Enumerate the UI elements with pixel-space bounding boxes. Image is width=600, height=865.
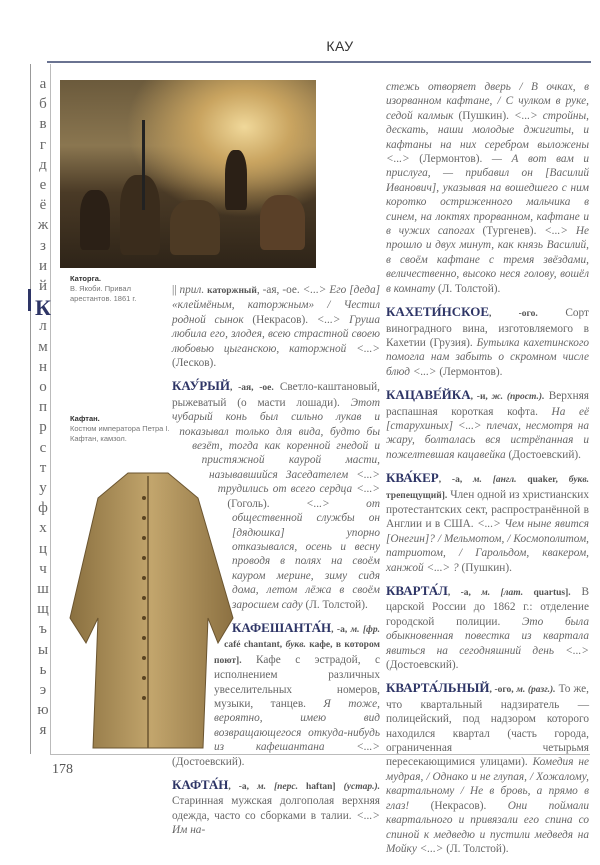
quotation: Бутылка кахетинского помогла нам забыть о скромном числе блюд <...> <box>386 336 590 378</box>
header-rule <box>47 61 591 63</box>
definition-text: Кафе с эстрадой, с исполнением различных увеселительных номеров, музыки, танцев. <box>214 653 380 710</box>
grammar-label: кафе, в котором поют]. <box>214 640 380 666</box>
alphabet-letter[interactable]: щ <box>37 601 49 618</box>
alphabet-rule <box>30 64 31 754</box>
quotation: На её [старухиных] <...> плечах, несмотря на жару, болталась вся истрёпанная и пожелтевшая кацавейка <box>386 405 589 461</box>
definition-text: То же, что квартальный надзиратель — полицейский, под надзором которого находился квартал (часть города, ограниченная четырьмя пересекающимися улицами). <box>386 683 589 769</box>
alphabet-letter[interactable]: г <box>39 136 47 153</box>
quotation: Я тоже, вероятно, имею вид возвращающегося откуда-нибудь из кафешантана <...> <box>214 697 380 754</box>
grammar-label: трепещущий]. <box>386 490 448 501</box>
grammar-label: haftan] <box>306 782 344 792</box>
headword: КАУ́РЫЙ <box>172 378 231 394</box>
quotation: Этот чубарый конь был сильно лукав и показывал только для вида, будто бы везёт, тогда как коренной гнедой и пристяжной каурой масти, называвшийся Заседателем <...> трудились от всего сердца <...> <box>172 396 380 496</box>
alphabet-letter[interactable]: м <box>38 338 48 355</box>
definition-text: Сорт виноградного вина, изготовляемого в Кахетии (Грузия). <box>386 307 589 349</box>
quotation: <...> Им на- <box>172 809 380 837</box>
alphabet-letter[interactable]: К <box>35 295 51 321</box>
grammar-label: м. [англ. <box>473 475 528 486</box>
grammar-label: , -ого. <box>489 309 538 320</box>
dictionary-entry <box>386 388 589 462</box>
alphabet-letter[interactable]: у <box>39 480 47 496</box>
grammar-label: м. [фр. <box>350 624 380 635</box>
grammar-label: ж. (прост.). <box>491 392 545 403</box>
definition-text: Член одной из христианских протестантских сект, распространённой в Англии и в США. <box>386 488 589 531</box>
quotation: Они поймали квартального и привязали его спина со спиной к медведю и пустили медведя на Мойку <...> <box>386 799 589 855</box>
definition-text: , -ая, -ое. <box>256 284 303 296</box>
alphabet-letter[interactable]: н <box>38 358 48 375</box>
middle-column <box>172 283 380 847</box>
definition-text: (Л. Толстой). <box>437 282 501 295</box>
running-head: КАУ <box>326 38 354 54</box>
grammar-label: (устар.). <box>343 782 380 792</box>
dictionary-entry <box>386 80 589 296</box>
dictionary-entry <box>386 584 589 672</box>
quotation: <...> стройны, дескать, наши молодые джигиты, и кафтаны на них серебром выложены <...> <box>386 109 589 166</box>
page-number: 178 <box>52 762 73 777</box>
quotation: прил. <box>179 284 208 296</box>
grammar-label: , -ая, -ое. <box>230 383 274 394</box>
grammar-label: quartus]. <box>533 588 571 598</box>
quotation: <...> Его [деда] «клеймёным, каторжным» / Честил родной сынок <box>172 284 380 326</box>
definition-text: (Пушкин). <box>461 561 512 574</box>
headword: КВА́КЕР <box>386 470 439 486</box>
alphabet-letter[interactable]: э <box>39 682 47 698</box>
alphabet-letter[interactable]: б <box>39 96 47 113</box>
grammar-label: м. [перс. <box>257 782 307 792</box>
definition-text: (Достоевский). <box>508 448 581 461</box>
definition-text: (Л. Толстой). <box>305 598 368 611</box>
alphabet-letter[interactable]: х <box>39 520 47 537</box>
definition-text: (Лермонтов). <box>439 365 503 378</box>
quotation: <...> Не прошло и двух минут, как князь Василий, в своём кафтане с тремя звёздами, величественно, высоко неся голову, вошёл в комнату <box>386 225 590 295</box>
alphabet-letter[interactable]: т <box>39 459 47 476</box>
quotation: <...> Груша любила его, злодея, всею страстной своею любовью цыганскою, каторжной <...> <box>172 313 380 355</box>
definition-text: (Достоевский). <box>386 659 459 672</box>
dictionary-entry <box>386 681 589 856</box>
dictionary-entry <box>172 778 380 838</box>
grammar-label: quaker, <box>527 475 569 486</box>
alphabet-letter[interactable]: ф <box>38 500 48 517</box>
alphabet-letter[interactable]: ш <box>37 581 49 597</box>
current-letter-marker <box>28 289 31 311</box>
alphabet-letter[interactable]: д <box>39 156 47 173</box>
alphabet-letter[interactable]: о <box>39 379 47 395</box>
alphabet-letter[interactable]: в <box>39 116 47 133</box>
headword: КВАРТА́ЛЬНЫЙ <box>386 680 490 696</box>
alphabet-letter[interactable]: з <box>40 237 46 254</box>
grammar-label: м. (разг.). <box>516 685 556 696</box>
definition-text: В царской России до 1862 г.: отделение городской полиции. <box>386 586 589 628</box>
grammar-label: , -а, <box>438 475 474 486</box>
headword: КВАРТА́Л <box>386 583 448 598</box>
alphabet-letter[interactable]: ю <box>37 702 49 719</box>
definition-text: (Лесков). <box>172 357 217 370</box>
definition-text: (Тургенев). <box>482 225 545 238</box>
definition-text: (Достоевский). <box>172 755 245 768</box>
dictionary-entry <box>386 471 589 575</box>
dictionary-entry <box>172 283 380 370</box>
alphabet-letter[interactable]: с <box>39 439 47 456</box>
alphabet-letter[interactable]: ы <box>37 641 49 658</box>
definition-text: Старинная мужская долгополая верхняя одежда, часто со сборками в талии. <box>172 795 380 822</box>
alphabet-letter[interactable]: ё <box>39 197 47 214</box>
alphabet-letter[interactable]: я <box>39 722 47 739</box>
definition-text: (Лермонтов). <box>419 153 492 166</box>
grammar-label: каторжный <box>207 286 257 296</box>
grammar-label: , -а, <box>228 782 258 792</box>
headword: КАФЕШАНТА́Н <box>232 619 332 635</box>
definition-text: (Пушкин). <box>458 109 514 122</box>
headword: КАЦАВЕ́ЙКА <box>386 387 471 403</box>
painting-caption-title: Каторга. <box>70 274 101 283</box>
grammar-label: , -и, <box>470 392 492 403</box>
definition-text: (Гоголь). <box>227 497 307 510</box>
alphabet-letter[interactable]: ц <box>38 540 48 557</box>
definition-text: Верхняя распашная короткая кофта. <box>386 390 590 418</box>
grammar-label: букв. <box>285 640 310 651</box>
quotation: <...> Чем ныне явится [Онегин]? / Мельмотом, / Космополитом, патриотом, / Гарольдом, квакером, ханжой <...> ? <box>386 518 589 574</box>
grammar-label: м. [лат. <box>481 588 534 598</box>
quotation: Это была обыкновенная повестка из квартала явиться на сегодняшний день <...> <box>386 615 589 657</box>
coat-caption-text: Костюм императора Петра I. Кафтан, камзол. <box>70 424 170 443</box>
alphabet-letter[interactable]: п <box>38 399 48 416</box>
quotation: <...> от общественной службы он [дядюшка] упорно отказывался, осень и весну проводя в полях на своём кауром мерине, зиму сидя дома, летом лёжа в своём заросшем саду <box>232 497 380 611</box>
painting-caption-text: В. Якоби. Привал арестантов. 1861 г. <box>70 284 137 303</box>
quotation: — А вот вам и прислуга, — прибавил он [Василий Иванович], указывая на вошедшего с ним коротко остриженного мальчика в синем, на локтях прорванном, кафтане и в чужих сапогах <box>386 153 590 238</box>
headword: КАФТА́Н <box>172 777 229 792</box>
coat-caption <box>70 414 170 444</box>
dictionary-entry <box>386 305 589 379</box>
painting-illustration <box>60 80 316 268</box>
quotation: Комедия не мудрая, / Однако и не глупая, / Хожалому, квартальному / Не в бровь, а прямо в глаз! <box>386 756 589 812</box>
alphabet-letter[interactable]: ж <box>37 217 49 234</box>
alphabet-letter[interactable]: а <box>39 76 47 92</box>
definition-text: (Некрасов). <box>252 313 317 326</box>
alphabet-letter[interactable]: р <box>39 419 47 436</box>
quotation: стежь отворяет дверь / В очках, в изорванном кафтане, / С чулком в руке, седой калмык <box>386 81 589 122</box>
headword: КАХЕТИ́НСКОЕ <box>386 304 490 320</box>
alphabet-letter[interactable]: е <box>39 177 47 193</box>
grammar-label: букв. <box>568 475 589 486</box>
alphabet-letter[interactable]: л <box>39 318 47 335</box>
grammar-label: café chantant, <box>224 640 286 651</box>
definition-text: (Некрасов). <box>430 799 508 812</box>
definition-text: Светло-каштановый, рыжеватый (о масти лошади). <box>172 381 381 409</box>
right-column <box>386 80 589 865</box>
grammar-label: , -а, <box>331 624 351 635</box>
coat-caption-title: Кафтан. <box>70 414 100 423</box>
grammar-label: , -а, <box>447 588 482 598</box>
alphabet-letter[interactable]: ъ <box>39 621 47 638</box>
alphabet-letter[interactable]: ь <box>39 661 47 678</box>
painting-caption <box>70 274 170 304</box>
alphabet-letter[interactable]: ч <box>39 560 47 577</box>
definition-text: (Л. Толстой). <box>446 842 509 855</box>
alphabet-letter[interactable]: и <box>38 257 48 274</box>
alphabet-letter[interactable]: й <box>38 278 48 294</box>
definition-text: || <box>172 284 180 296</box>
grammar-label: , -ого, <box>489 685 517 696</box>
